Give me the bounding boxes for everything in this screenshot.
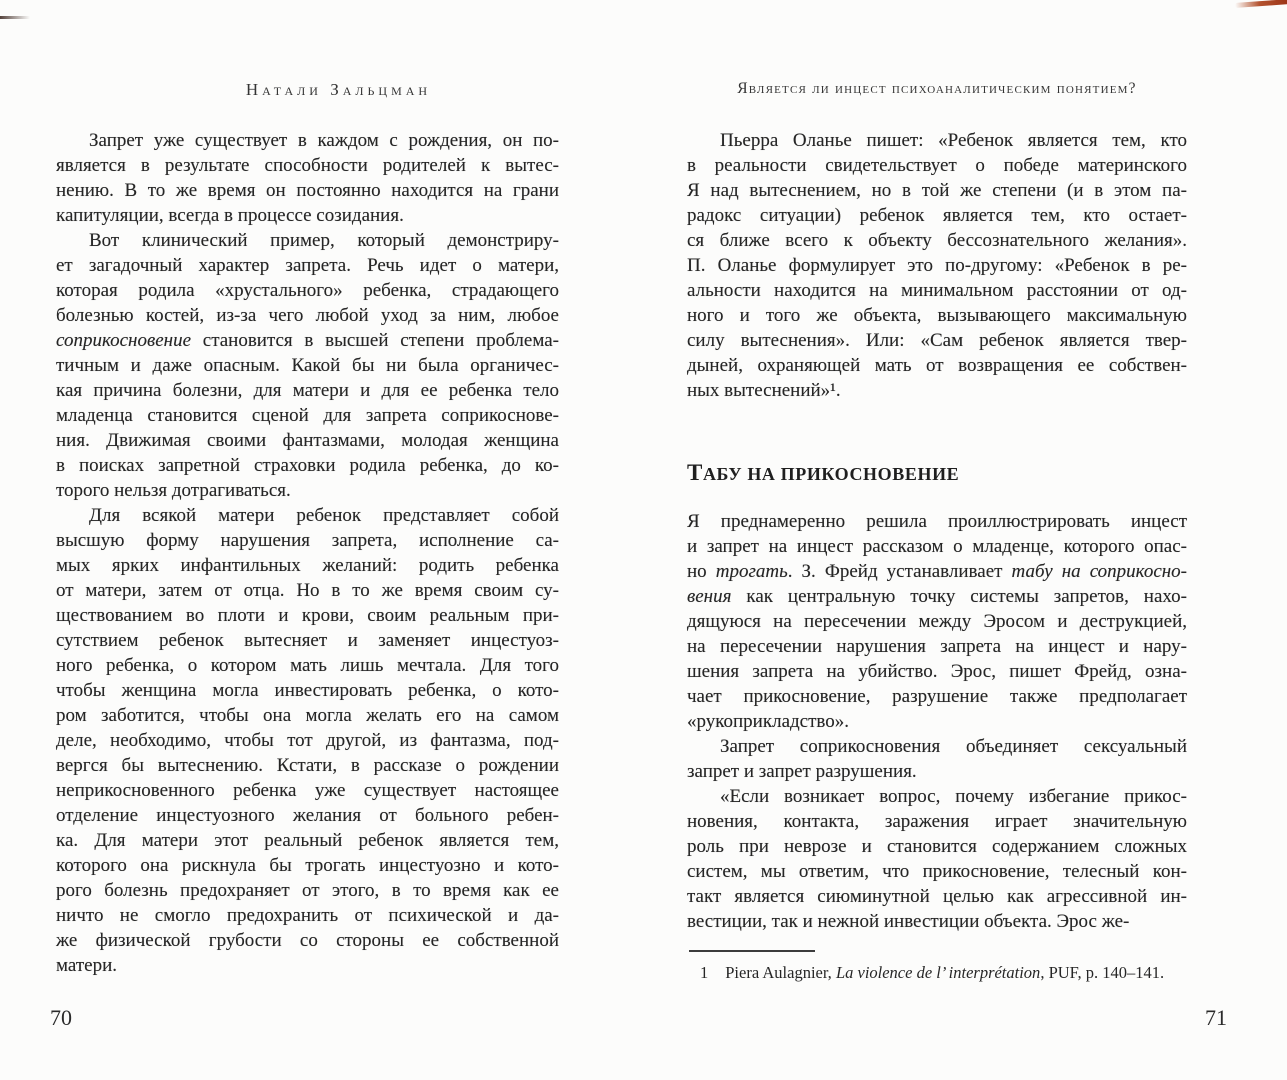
- text-line: и запрет на инцест рассказом о младенце, которого опас-: [687, 536, 1187, 557]
- text-line: систем, мы ответим, что прикосновение, телесный кон-: [687, 861, 1187, 882]
- text-line: которая родила «хрустального» ребенка, страдающего: [56, 280, 559, 301]
- text-line: Я преднамеренно решила проиллюстрировать инцест: [687, 511, 1187, 532]
- text-line: вергся бы вытеснению. Кстати, в рассказе о рождении: [56, 755, 559, 776]
- footnote-text: Piera Aulagnier, La violence de l’ interprétation, PUF, p. 140–141.: [725, 963, 1165, 982]
- text-line: радокс ситуации) ребенок является тем, кто остает-: [687, 205, 1187, 226]
- text-line: новения, контакта, заражения играет значительную: [687, 811, 1187, 832]
- text-line: ет загадочный характер запрета. Речь идет о матери,: [56, 255, 559, 276]
- text-line: чает прикосновение, разрушение также предполагает: [687, 686, 1187, 707]
- paragraph: [687, 784, 1187, 934]
- text-line: ного и того же объекта, вызывающего максимальную: [687, 305, 1187, 326]
- text-line: «рукоприкладство».: [687, 711, 849, 732]
- text-line: в поисках запретной страховки родила ребенка, до ко-: [56, 455, 559, 476]
- text-line: деле, необходимо, чтобы тот другой, из фантазма, под-: [56, 730, 559, 751]
- text-line: чтобы женщина могла инвестировать ребенка, о кото-: [56, 680, 559, 701]
- paragraph: [687, 734, 1187, 784]
- text-line: ром заботится, чтобы она могла желать его на самом: [56, 705, 559, 726]
- text-line: «Если возникает вопрос, почему избегание прикос-: [720, 786, 1187, 807]
- footnote-number: 1: [700, 963, 709, 982]
- left-page-body: [56, 128, 559, 978]
- text-line: П. Оланье формулирует это по-другому: «Ребенок в ре-: [687, 255, 1187, 276]
- right-page: [687, 0, 1227, 1080]
- text-line: ка. Для матери этот реальный ребенок является тем,: [56, 830, 559, 851]
- paragraph: [56, 128, 559, 228]
- text-line: неприкосновенного ребенка уже существует настоящее: [56, 780, 559, 801]
- text-line: шения запрета на убийство. Эрос, пишет Фрейд, озна-: [687, 661, 1187, 682]
- text-line: но трогать. З. Фрейд устанавливает табу на соприкосно-: [687, 561, 1188, 582]
- running-head-chapter-title: Является ли инцест психоаналитическим понятием?: [737, 80, 1137, 97]
- text-line: нению. В то же время он постоянно находится на грани: [56, 180, 559, 201]
- text-line: торого нельзя дотрагиваться.: [56, 480, 291, 501]
- footnote-separator: [689, 950, 815, 952]
- text-line: дящуюся на пересечении между Эросом и деструкцией,: [687, 611, 1187, 632]
- text-line: ся ближе всего к объекту бессознательного желания».: [687, 230, 1187, 251]
- text-line: альности находится на минимальном расстоянии от од-: [687, 280, 1187, 301]
- page-number-right: 71: [1205, 1005, 1227, 1030]
- text-line: на пересечении нарушения запрета на инцест и нару-: [687, 636, 1187, 657]
- text-line: матери.: [56, 955, 117, 976]
- scan-artifact-top-left: [0, 16, 30, 19]
- paragraph: [56, 228, 559, 503]
- text-line: запрет и запрет разрушения.: [687, 761, 917, 782]
- text-line: вения как центральную точку системы запретов, нахо-: [687, 586, 1187, 607]
- text-line: ничто не смогло предохранить от психической и да-: [56, 905, 559, 926]
- text-line: Запрет соприкосновения объединяет сексуальный: [720, 736, 1187, 757]
- text-line: дыней, охраняющей мать от возвращения ее собствен-: [687, 355, 1187, 376]
- footnote: [687, 961, 1187, 985]
- text-line: является в результате способности родителей к вытес-: [56, 155, 559, 176]
- text-line: тичным и даже опасным. Какой бы ни была органичес-: [56, 355, 559, 376]
- text-line: Для всякой матери ребенок представляет собой: [89, 505, 559, 526]
- left-page: [50, 0, 559, 1080]
- text-line: младенца становится сценой для запрета соприкоснове-: [56, 405, 559, 426]
- text-line: от матери, затем от отца. Но в то же время своим су-: [56, 580, 559, 601]
- text-line: ния. Движимая своими фантазмами, молодая женщина: [56, 430, 559, 451]
- running-head-author: Натали Зальцман: [245, 80, 432, 99]
- text-line: такт является сиюминутной целью как агрессивной ин-: [687, 886, 1187, 907]
- text-line: сутствием ребенок вытесняет и заменяет инцестуоз-: [56, 630, 559, 651]
- paragraph: [56, 503, 559, 978]
- text-line: болезнью костей, из-за чего любой уход за ним, любое: [56, 305, 559, 326]
- scan-artifact-top-right: [1235, 0, 1287, 8]
- text-line: соприкосновение становится в высшей степени проблема-: [56, 330, 559, 351]
- text-line: Я над вытеснением, но в той же степени (и в этом па-: [687, 180, 1187, 201]
- right-page-body: [687, 128, 1187, 934]
- page-number-left: 70: [50, 1005, 72, 1030]
- paragraph: [687, 128, 1187, 403]
- text-line: ществованием во плоти и крови, своим реальным при-: [56, 605, 559, 626]
- text-line: Запрет уже существует в каждом с рождения, он по-: [89, 130, 559, 151]
- text-line: роль при неврозе и становится содержанием сложных: [687, 836, 1187, 857]
- text-line: же физической грубости со стороны ее собственной: [56, 930, 559, 951]
- text-line: силу вытеснения». Или: «Сам ребенок является твер-: [687, 330, 1187, 351]
- text-line: в реальности свидетельствует о победе материнского: [687, 155, 1187, 176]
- text-line: Вот клинический пример, который демонстриру-: [89, 230, 559, 251]
- text-line: ных вытеснений»¹.: [687, 380, 841, 401]
- paragraph: [687, 509, 1187, 734]
- text-line: ного ребенка, о котором мать лишь мечтала. Для того: [56, 655, 559, 676]
- text-line: отделение инцестуозного желания от больного ребен-: [56, 805, 559, 826]
- text-line: вестиции, так и нежной инвестиции объекта. Эрос же-: [687, 911, 1130, 932]
- section-heading: ТАБУ НА ПРИКОСНОВЕНИЕ: [687, 460, 960, 485]
- text-line: капитуляции, всегда в процессе созидания.: [56, 205, 404, 226]
- text-line: рого болезнь предохраняет от этого, в то время как ее: [56, 880, 559, 901]
- text-line: мых ярких инфантильных желаний: родить ребенка: [56, 555, 559, 576]
- text-line: Пьерра Оланье пишет: «Ребенок является тем, кто: [720, 130, 1187, 151]
- text-line: кая причина болезни, для матери и для ее ребенка тело: [56, 380, 559, 401]
- text-line: которого она рискнула бы трогать инцестуозно и кото-: [56, 855, 559, 876]
- text-line: высшую форму нарушения запрета, исполнение са-: [56, 530, 559, 551]
